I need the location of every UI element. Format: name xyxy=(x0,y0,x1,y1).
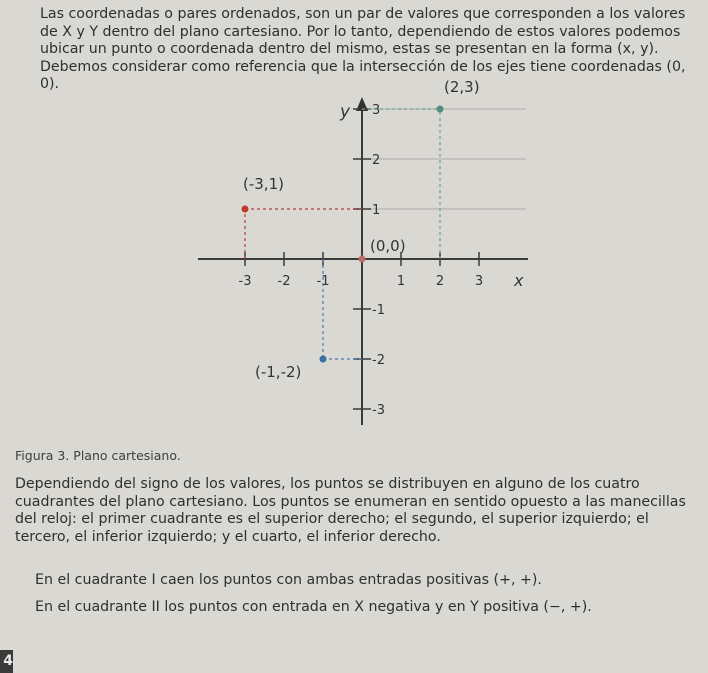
point-label: (-1,-2) xyxy=(255,363,302,381)
cartesian-plane xyxy=(190,78,530,435)
x-tick-label: -2 xyxy=(277,274,291,289)
point-marker xyxy=(242,206,249,213)
x-tick-label: -3 xyxy=(238,274,252,289)
guide-lines xyxy=(245,109,440,359)
body-paragraph: Dependiendo del signo de los valores, los puntos se distribuyen en alguno de los cuatro cuadrantes del plano cartesiano. Los puntos se enumeran en sentido opuesto a las manecillas del reloj: el primer cuadrante es el superior derecho; el segundo, el superior izquierdo; el tercero, el inferior izquierdo; y el cuarto, el inferior derecho. xyxy=(15,476,686,545)
grid-lines xyxy=(362,109,526,209)
x-tick-label: 2 xyxy=(435,274,445,289)
point-label: (0,0) xyxy=(370,237,406,255)
point-marker xyxy=(437,106,444,113)
x-axis-label: x xyxy=(514,271,524,290)
y-tick-label: 3 xyxy=(372,103,381,118)
point-label: (-3,1) xyxy=(243,175,284,193)
x-tick-label: 1 xyxy=(396,274,406,289)
bullet-quadrant-1: En el cuadrante I caen los puntos con ambas entradas positivas (+, +). xyxy=(35,572,542,588)
x-tick-label: -1 xyxy=(316,274,330,289)
y-tick-label: -2 xyxy=(372,353,385,368)
y-tick-label: 1 xyxy=(372,203,381,218)
point-label: (2,3) xyxy=(444,78,480,96)
y-tick-label: -3 xyxy=(372,403,385,418)
y-tick-label: -1 xyxy=(372,303,385,318)
intro-paragraph: Las coordenadas o pares ordenados, son un par de valores que corresponden a los valores de X y Y dentro del plano cartesiano. Por lo tanto, dependiendo de estos valores podemos ubicar un punto o coordenada dentro del mismo, estas se presentan en la forma (x, y). Debemos considerar como referencia que la intersección de los ejes tiene coordenadas (0, 0). xyxy=(40,6,686,92)
points xyxy=(242,78,480,381)
point-marker xyxy=(359,256,366,263)
x-tick-label: 3 xyxy=(474,274,484,289)
point-marker xyxy=(320,356,327,363)
bullet-quadrant-2: En el cuadrante II los puntos con entrada en X negativa y en Y positiva (−, +). xyxy=(35,599,592,615)
figure-caption: Figura 3. Plano cartesiano. xyxy=(15,448,181,463)
page-number: 4 xyxy=(0,650,13,673)
y-tick-label: 2 xyxy=(372,153,381,168)
y-axis-label: y xyxy=(340,102,351,122)
